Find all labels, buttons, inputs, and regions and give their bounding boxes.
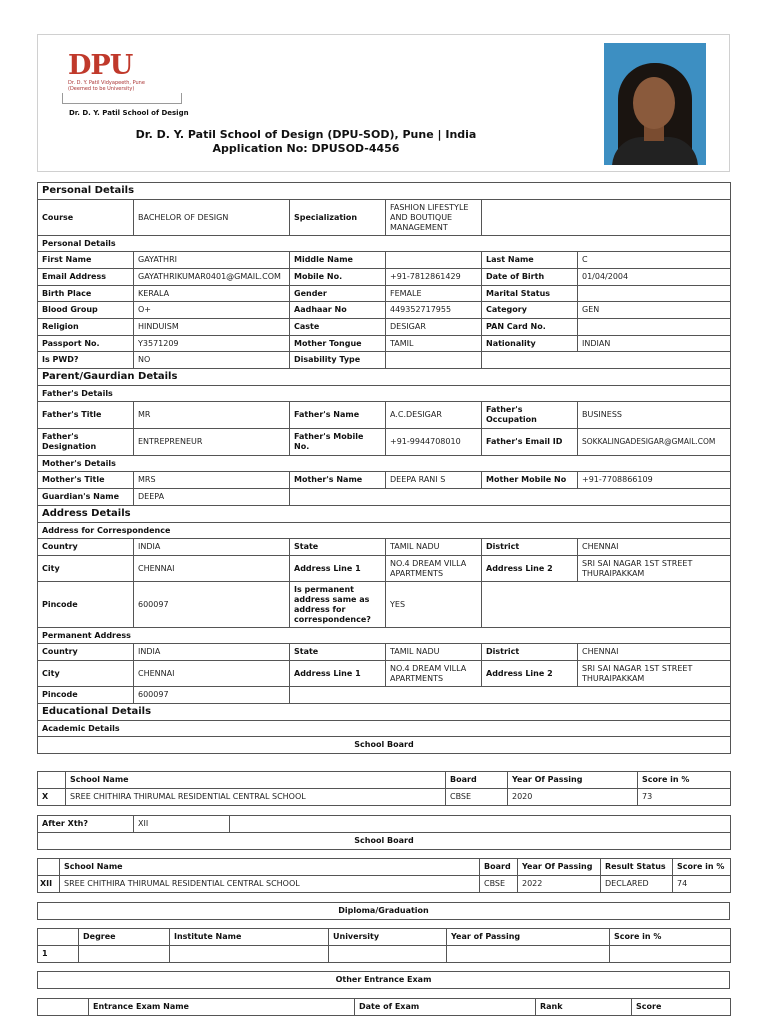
address-line1-value: NO.4 DREAM VILLA APARTMENTS <box>386 556 482 582</box>
class-x-table <box>37 771 731 806</box>
after-x-value: XII <box>134 816 230 833</box>
entrance-exam-title: Other Entrance Exam <box>38 972 730 989</box>
logo-school-name: Dr. D. Y. Patil School of Design <box>69 109 189 117</box>
subsection-title: Address for Correspondence <box>38 523 731 539</box>
field-label: Nationality <box>482 336 578 352</box>
section-title: Parent/Gaurdian Details <box>38 369 731 386</box>
application-number: Application No: DPUSOD-4456 <box>212 142 400 155</box>
score-value: 73 <box>638 789 731 806</box>
field-label: Email Address <box>38 269 134 286</box>
field-label: Middle Name <box>290 252 386 269</box>
mother-name-value: DEEPA RANI S <box>386 472 482 489</box>
blood-group-value: O+ <box>134 302 290 319</box>
field-label: District <box>482 539 578 556</box>
dpu-logo <box>50 50 189 117</box>
year-value: 2022 <box>518 876 601 893</box>
board-value: CBSE <box>446 789 508 806</box>
result-status-value: DECLARED <box>601 876 673 893</box>
table-row <box>38 789 731 806</box>
course-value: BACHELOR OF DESIGN <box>134 200 290 236</box>
mother-tongue-value: TAMIL <box>386 336 482 352</box>
same-address-value: YES <box>386 582 482 628</box>
field-label: City <box>38 661 134 687</box>
empty-cell <box>290 687 731 704</box>
row-label: X <box>38 789 66 806</box>
logo-subtitle: (Deemed to be University) <box>68 86 135 92</box>
column-header: Entrance Exam Name <box>89 999 355 1016</box>
empty-cell <box>38 859 60 876</box>
field-label: Is permanent address same as address for correspondence? <box>290 582 386 628</box>
perm-line1-value: NO.4 DREAM VILLA APARTMENTS <box>386 661 482 687</box>
field-label: Mother Mobile No <box>482 472 578 489</box>
perm-country-value: INDIA <box>134 644 290 661</box>
row-label: 1 <box>38 946 79 963</box>
school-name-value: SREE CHITHIRA THIRUMAL RESIDENTIAL CENTRAL SCHOOL <box>66 789 446 806</box>
empty-cell <box>38 999 89 1016</box>
pincode-value: 600097 <box>134 582 290 628</box>
first-name-value: GAYATHRI <box>134 252 290 269</box>
field-label: Father's Title <box>38 402 134 429</box>
field-label: Country <box>38 539 134 556</box>
empty-cell <box>38 929 79 946</box>
last-name-value: C <box>578 252 731 269</box>
city-value: CHENNAI <box>134 556 290 582</box>
field-label: Father's Mobile No. <box>290 429 386 456</box>
after-x-table <box>37 815 731 850</box>
column-header: Year Of Passing <box>508 772 638 789</box>
column-header: Score in % <box>610 929 731 946</box>
state-value: TAMIL NADU <box>386 539 482 556</box>
field-label: Pincode <box>38 582 134 628</box>
disability-value <box>386 352 482 369</box>
column-header: University <box>329 929 447 946</box>
empty-cell <box>79 946 170 963</box>
district-value: CHENNAI <box>578 539 731 556</box>
email-value: GAYATHRIKUMAR0401@GMAIL.COM <box>134 269 290 286</box>
pwd-value: NO <box>134 352 290 369</box>
father-email-value: SOKKALINGADESIGAR@GMAIL.COM <box>578 429 731 456</box>
field-label: Country <box>38 644 134 661</box>
entrance-exam-table <box>37 998 731 1016</box>
column-header: School Name <box>60 859 480 876</box>
field-label: After Xth? <box>38 816 134 833</box>
mobile-value: +91-7812861429 <box>386 269 482 286</box>
perm-state-value: TAMIL NADU <box>386 644 482 661</box>
mother-mobile-value: +91-7708866109 <box>578 472 731 489</box>
column-header: Score in % <box>638 772 731 789</box>
subsection-title: Permanent Address <box>38 628 731 644</box>
aadhaar-value: 449352717955 <box>386 302 482 319</box>
subsection-title: Academic Details <box>38 721 731 737</box>
field-label: State <box>290 644 386 661</box>
column-header: Date of Exam <box>355 999 536 1016</box>
column-header: Board <box>446 772 508 789</box>
field-label: State <box>290 539 386 556</box>
empty-cell <box>482 200 731 236</box>
field-label: Birth Place <box>38 286 134 302</box>
gender-value: FEMALE <box>386 286 482 302</box>
dob-value: 01/04/2004 <box>578 269 731 286</box>
class-xii-table <box>37 858 731 893</box>
field-label: PAN Card No. <box>482 319 578 336</box>
field-label: Religion <box>38 319 134 336</box>
diploma-title: Diploma/Graduation <box>38 903 730 920</box>
field-label: District <box>482 644 578 661</box>
field-label: Date of Birth <box>482 269 578 286</box>
father-name-value: A.C.DESIGAR <box>386 402 482 429</box>
field-label: First Name <box>38 252 134 269</box>
column-header: Board <box>480 859 518 876</box>
application-details-table <box>37 182 731 754</box>
subsection-title: Father's Details <box>38 386 731 402</box>
document-header <box>37 34 730 172</box>
column-header: Year Of Passing <box>518 859 601 876</box>
middle-name-value <box>386 252 482 269</box>
field-label: Father's Occupation <box>482 402 578 429</box>
field-label: Aadhaar No <box>290 302 386 319</box>
empty-cell <box>482 582 731 628</box>
pan-value <box>578 319 731 336</box>
board-value: CBSE <box>480 876 518 893</box>
passport-value: Y3571209 <box>134 336 290 352</box>
empty-cell <box>230 816 731 833</box>
field-label: Gender <box>290 286 386 302</box>
address-line2-value: SRI SAI NAGAR 1ST STREET THURAIPAKKAM <box>578 556 731 582</box>
empty-cell <box>38 772 66 789</box>
subsection-title: Mother's Details <box>38 456 731 472</box>
table-row <box>38 876 731 893</box>
father-occupation-value: BUSINESS <box>578 402 731 429</box>
field-label: Address Line 1 <box>290 556 386 582</box>
school-name-value: SREE CHITHIRA THIRUMAL RESIDENTIAL CENTRAL SCHOOL <box>60 876 480 893</box>
perm-city-value: CHENNAI <box>134 661 290 687</box>
field-label: Address Line 2 <box>482 556 578 582</box>
father-mobile-value: +91-9944708010 <box>386 429 482 456</box>
logo-text: DPU <box>68 50 133 81</box>
empty-cell <box>329 946 447 963</box>
perm-district-value: CHENNAI <box>578 644 731 661</box>
column-header: Score <box>632 999 731 1016</box>
father-designation-value: ENTREPRENEUR <box>134 429 290 456</box>
empty-cell <box>610 946 731 963</box>
field-label: Blood Group <box>38 302 134 319</box>
logo-subtitle: Dr. D. Y. Patil Vidyapeeth, Pune <box>68 80 145 86</box>
field-label: Guardian's Name <box>38 489 134 506</box>
field-label: Category <box>482 302 578 319</box>
field-label: Address Line 2 <box>482 661 578 687</box>
column-header: School Name <box>66 772 446 789</box>
empty-cell <box>170 946 329 963</box>
column-header: Score in % <box>673 859 731 876</box>
field-label: Passport No. <box>38 336 134 352</box>
score-value: 74 <box>673 876 731 893</box>
nationality-value: INDIAN <box>578 336 731 352</box>
column-header: Year of Passing <box>447 929 610 946</box>
logo-frame <box>62 93 182 104</box>
field-label: Specialization <box>290 200 386 236</box>
birth-place-value: KERALA <box>134 286 290 302</box>
document-title: Dr. D. Y. Patil School of Design (DPU-SOD), Pune | India <box>135 128 477 141</box>
guardian-name-value: DEEPA <box>134 489 290 506</box>
section-title: Address Details <box>38 506 731 523</box>
row-label: XII <box>38 876 60 893</box>
entrance-title-table <box>37 971 730 989</box>
marital-value <box>578 286 731 302</box>
field-label: Mother's Name <box>290 472 386 489</box>
caste-value: DESIGAR <box>386 319 482 336</box>
field-label: Course <box>38 200 134 236</box>
field-label: Mother's Title <box>38 472 134 489</box>
specialization-value: FASHION LIFESTYLE AND BOUTIQUE MANAGEMENT <box>386 200 482 236</box>
field-label: City <box>38 556 134 582</box>
section-title: Personal Details <box>38 183 731 200</box>
country-value: INDIA <box>134 539 290 556</box>
mother-title-value: MRS <box>134 472 290 489</box>
table-row <box>38 946 731 963</box>
column-header: Rank <box>536 999 632 1016</box>
perm-line2-value: SRI SAI NAGAR 1ST STREET THURAIPAKKAM <box>578 661 731 687</box>
field-label: Disability Type <box>290 352 386 369</box>
diploma-table <box>37 928 731 963</box>
school-board-title: School Board <box>38 737 731 754</box>
column-header: Result Status <box>601 859 673 876</box>
field-label: Caste <box>290 319 386 336</box>
applicant-photo <box>604 43 706 165</box>
field-label: Mother Tongue <box>290 336 386 352</box>
subsection-title: Personal Details <box>38 236 731 252</box>
field-label: Last Name <box>482 252 578 269</box>
year-value: 2020 <box>508 789 638 806</box>
section-title: Educational Details <box>38 704 731 721</box>
field-label: Is PWD? <box>38 352 134 369</box>
field-label: Address Line 1 <box>290 661 386 687</box>
field-label: Marital Status <box>482 286 578 302</box>
field-label: Pincode <box>38 687 134 704</box>
empty-cell <box>482 352 731 369</box>
religion-value: HINDUISM <box>134 319 290 336</box>
empty-cell <box>290 489 731 506</box>
field-label: Mobile No. <box>290 269 386 286</box>
field-label: Father's Name <box>290 402 386 429</box>
father-title-value: MR <box>134 402 290 429</box>
diploma-title-table <box>37 902 730 920</box>
perm-pincode-value: 600097 <box>134 687 290 704</box>
column-header: Degree <box>79 929 170 946</box>
field-label: Father's Designation <box>38 429 134 456</box>
school-board-title: School Board <box>38 833 731 850</box>
empty-cell <box>447 946 610 963</box>
column-header: Institute Name <box>170 929 329 946</box>
category-value: GEN <box>578 302 731 319</box>
field-label: Father's Email ID <box>482 429 578 456</box>
